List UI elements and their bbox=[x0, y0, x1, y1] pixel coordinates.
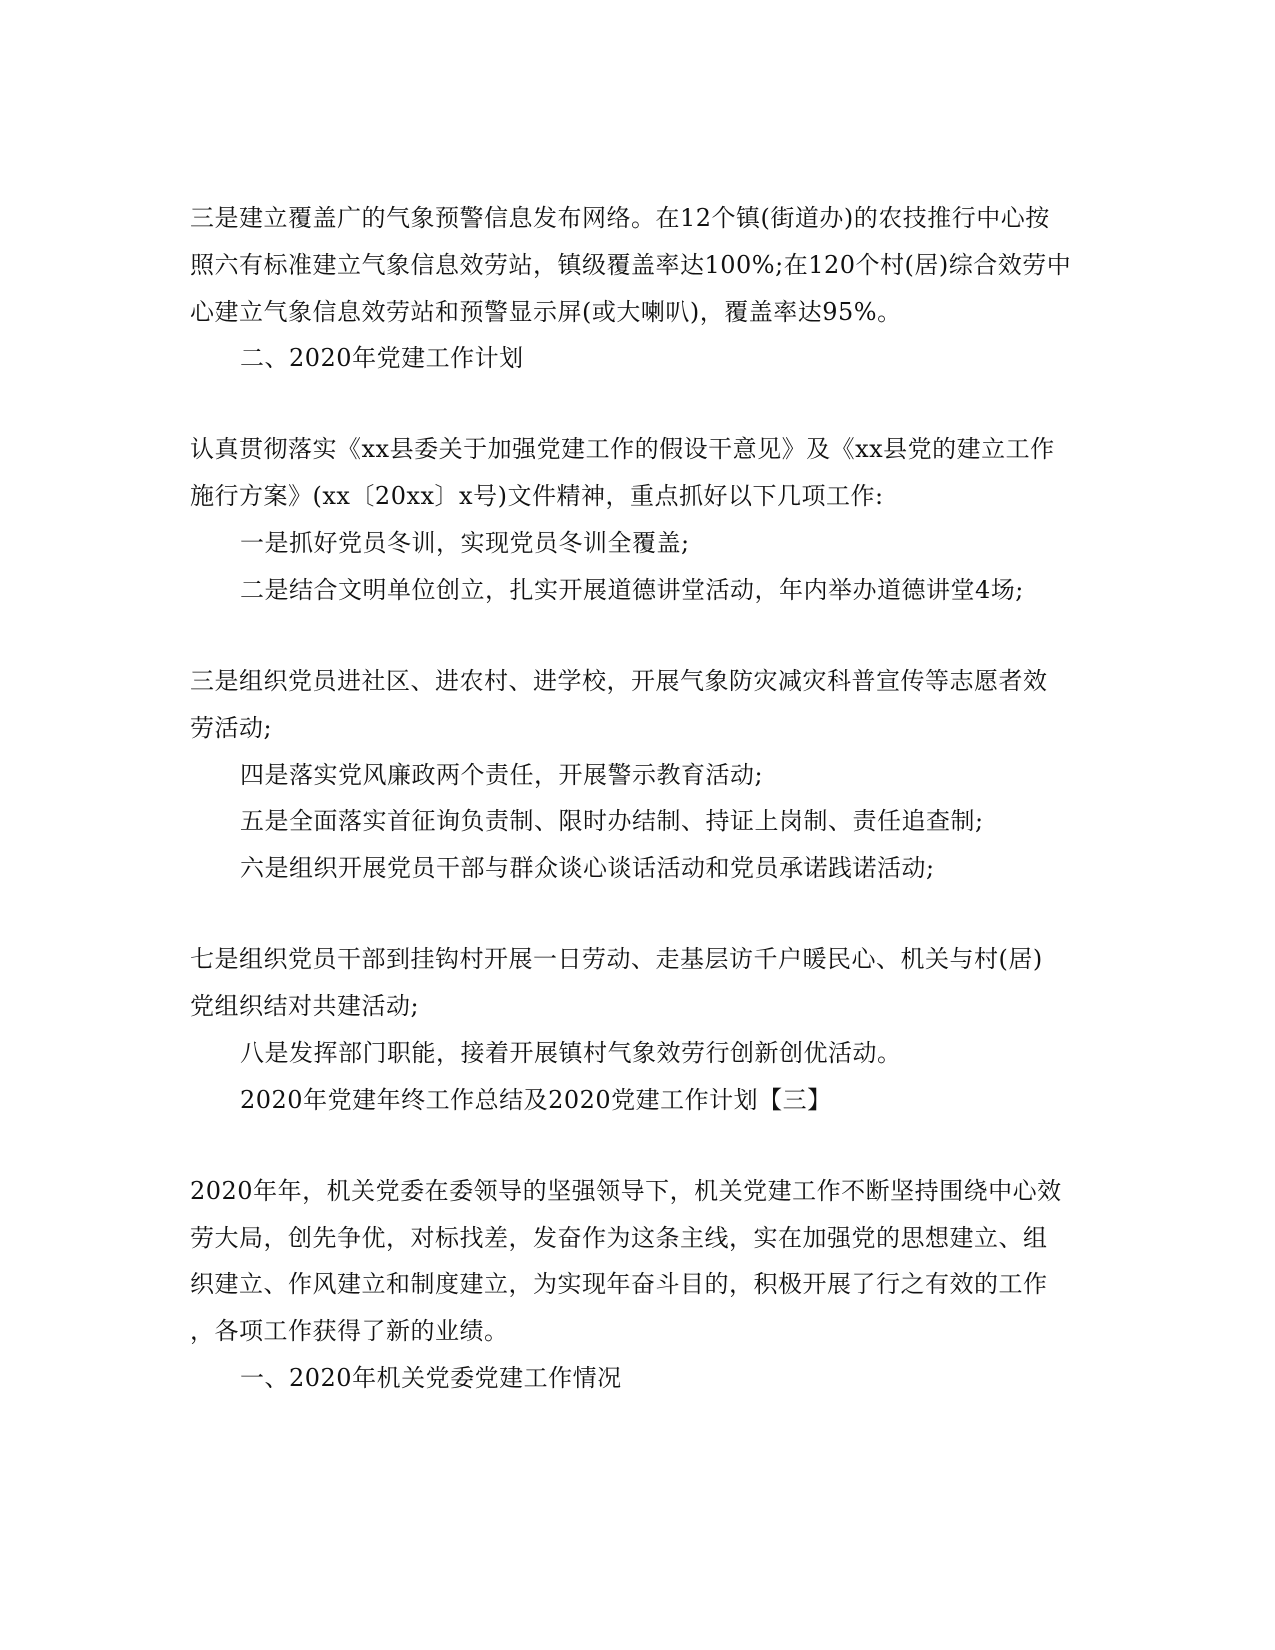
list-item: 六是组织开展党员干部与群众谈心谈话活动和党员承诺践诺活动; bbox=[240, 854, 935, 882]
paragraph-line: 心建立气象信息效劳站和预警显示屏(或大喇叭)，覆盖率达95%。 bbox=[190, 298, 902, 326]
paragraph-line: 三是建立覆盖广的气象预警信息发布网络。在12个镇(街道办)的农技推行中心按 bbox=[190, 204, 1050, 232]
paragraph-line: 党组织结对共建活动; bbox=[190, 992, 420, 1020]
list-item: 五是全面落实首征询负责制、限时办结制、持证上岗制、责任追查制; bbox=[240, 807, 984, 835]
paragraph-line: 认真贯彻落实《xx县委关于加强党建工作的假设干意见》及《xx县党的建立工作 bbox=[190, 435, 1055, 463]
list-item: 七是组织党员干部到挂钩村开展一日劳动、走基层访千户暖民心、机关与村(居) bbox=[190, 945, 1043, 973]
section-heading: 二、2020年党建工作计划 bbox=[240, 344, 524, 372]
paragraph-line: ，各项工作获得了新的业绩。 bbox=[190, 1317, 509, 1345]
paragraph-line: 照六有标准建立气象信息效劳站，镇级覆盖率达100%;在120个村(居)综合效劳中 bbox=[190, 251, 1072, 279]
paragraph-line: 织建立、作风建立和制度建立，为实现年奋斗目的，积极开展了行之有效的工作 bbox=[190, 1270, 1048, 1298]
list-item: 一是抓好党员冬训，实现党员冬训全覆盖; bbox=[240, 529, 690, 557]
paragraph-line: 劳活动; bbox=[190, 714, 273, 742]
section-title: 2020年党建年终工作总结及2020党建工作计划【三】 bbox=[240, 1086, 832, 1114]
list-item: 四是落实党风廉政两个责任，开展警示教育活动; bbox=[240, 761, 764, 789]
paragraph-line: 施行方案》(xx〔20xx〕x号)文件精神，重点抓好以下几项工作: bbox=[190, 482, 884, 510]
list-item: 八是发挥部门职能，接着开展镇村气象效劳行创新创优活动。 bbox=[240, 1039, 902, 1067]
list-item: 三是组织党员进社区、进农村、进学校，开展气象防灾减灾科普宣传等志愿者效 bbox=[190, 667, 1048, 695]
paragraph-line: 2020年年，机关党委在委领导的坚强领导下，机关党建工作不断坚持围绕中心效 bbox=[190, 1177, 1062, 1205]
list-item: 二是结合文明单位创立，扎实开展道德讲堂活动，年内举办道德讲堂4场; bbox=[240, 576, 1024, 604]
section-heading: 一、2020年机关党委党建工作情况 bbox=[240, 1364, 622, 1392]
paragraph-line: 劳大局，创先争优，对标找差，发奋作为这条主线，实在加强党的思想建立、组 bbox=[190, 1224, 1048, 1252]
